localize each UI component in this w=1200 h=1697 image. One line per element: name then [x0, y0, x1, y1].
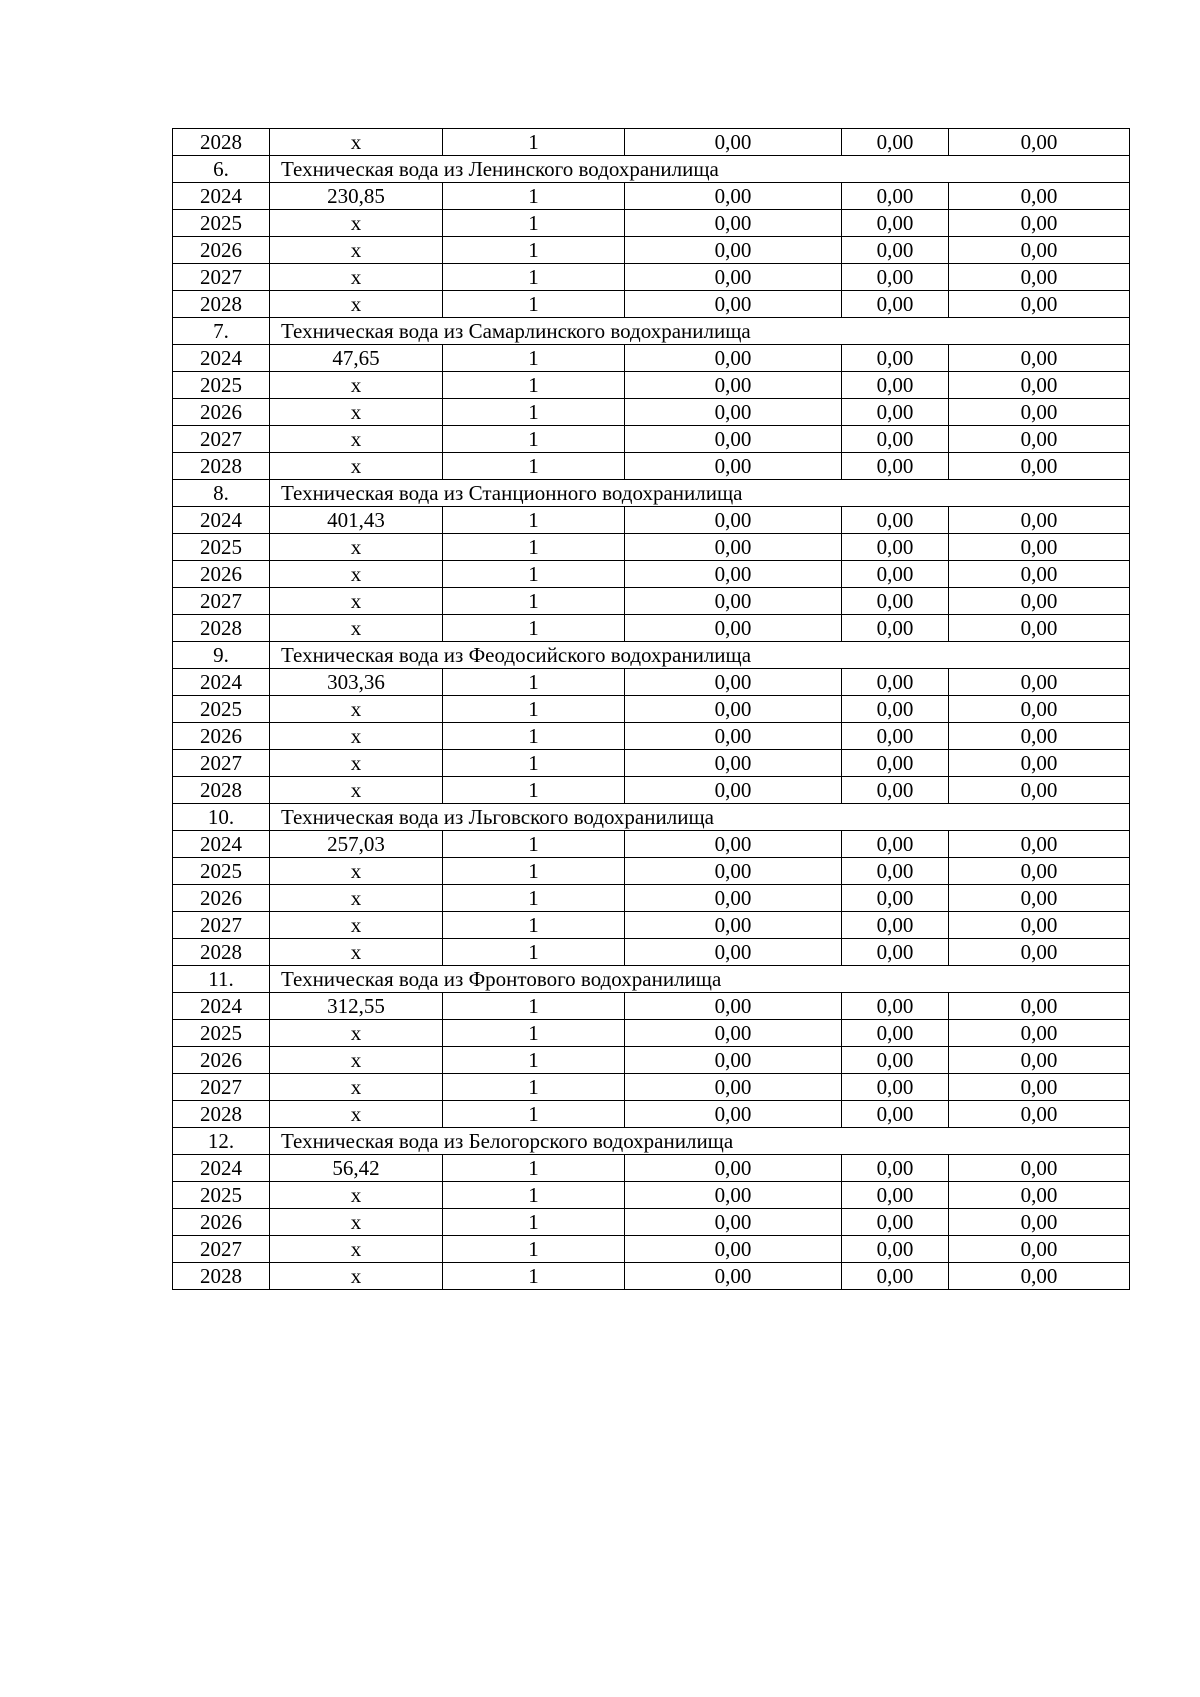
value-cell: х [270, 1209, 443, 1236]
year-cell: 2024 [173, 669, 270, 696]
value-cell: х [270, 858, 443, 885]
value-cell: 312,55 [270, 993, 443, 1020]
amount-cell-3: 0,00 [949, 615, 1130, 642]
coefficient-cell: 1 [443, 291, 625, 318]
amount-cell: 0,00 [625, 615, 842, 642]
year-cell: 2028 [173, 1263, 270, 1290]
amount-cell-2: 0,00 [842, 291, 949, 318]
table-row [173, 885, 1130, 912]
section-row [173, 156, 1130, 183]
amount-cell: 0,00 [625, 507, 842, 534]
table-row [173, 750, 1130, 777]
value-cell: х [270, 939, 443, 966]
amount-cell: 0,00 [625, 237, 842, 264]
amount-cell: 0,00 [625, 264, 842, 291]
amount-cell-2: 0,00 [842, 831, 949, 858]
amount-cell-2: 0,00 [842, 1209, 949, 1236]
year-cell: 2025 [173, 1182, 270, 1209]
section-title: Техническая вода из Самарлинского водохранилища [270, 318, 1130, 345]
amount-cell-2: 0,00 [842, 885, 949, 912]
amount-cell: 0,00 [625, 723, 842, 750]
amount-cell: 0,00 [625, 588, 842, 615]
section-number: 10. [173, 804, 270, 831]
amount-cell: 0,00 [625, 750, 842, 777]
table-row [173, 1155, 1130, 1182]
section-number: 11. [173, 966, 270, 993]
amount-cell: 0,00 [625, 939, 842, 966]
coefficient-cell: 1 [443, 831, 625, 858]
amount-cell-3: 0,00 [949, 237, 1130, 264]
amount-cell-3: 0,00 [949, 777, 1130, 804]
coefficient-cell: 1 [443, 723, 625, 750]
value-cell: 56,42 [270, 1155, 443, 1182]
amount-cell: 0,00 [625, 1155, 842, 1182]
amount-cell-2: 0,00 [842, 858, 949, 885]
amount-cell: 0,00 [625, 912, 842, 939]
table-row [173, 1020, 1130, 1047]
table-row [173, 426, 1130, 453]
value-cell: х [270, 1074, 443, 1101]
amount-cell: 0,00 [625, 1074, 842, 1101]
value-cell: 47,65 [270, 345, 443, 372]
year-cell: 2026 [173, 237, 270, 264]
coefficient-cell: 1 [443, 750, 625, 777]
table-row [173, 1047, 1130, 1074]
coefficient-cell: 1 [443, 696, 625, 723]
value-cell: х [270, 588, 443, 615]
table-row [173, 291, 1130, 318]
table-row [173, 993, 1130, 1020]
year-cell: 2027 [173, 1236, 270, 1263]
amount-cell-3: 0,00 [949, 1263, 1130, 1290]
table-row [173, 669, 1130, 696]
amount-cell: 0,00 [625, 1101, 842, 1128]
table-row [173, 1074, 1130, 1101]
coefficient-cell: 1 [443, 210, 625, 237]
coefficient-cell: 1 [443, 237, 625, 264]
coefficient-cell: 1 [443, 345, 625, 372]
amount-cell-2: 0,00 [842, 372, 949, 399]
amount-cell-3: 0,00 [949, 1209, 1130, 1236]
amount-cell-2: 0,00 [842, 588, 949, 615]
amount-cell: 0,00 [625, 1047, 842, 1074]
coefficient-cell: 1 [443, 534, 625, 561]
coefficient-cell: 1 [443, 129, 625, 156]
year-cell: 2026 [173, 723, 270, 750]
amount-cell-2: 0,00 [842, 1101, 949, 1128]
amount-cell-3: 0,00 [949, 1020, 1130, 1047]
value-cell: х [270, 912, 443, 939]
year-cell: 2024 [173, 183, 270, 210]
year-cell: 2028 [173, 453, 270, 480]
amount-cell: 0,00 [625, 1209, 842, 1236]
section-row [173, 1128, 1130, 1155]
section-title: Техническая вода из Фронтового водохранилища [270, 966, 1130, 993]
amount-cell-3: 0,00 [949, 939, 1130, 966]
coefficient-cell: 1 [443, 399, 625, 426]
coefficient-cell: 1 [443, 777, 625, 804]
table-row [173, 1209, 1130, 1236]
amount-cell: 0,00 [625, 399, 842, 426]
table-row [173, 183, 1130, 210]
amount-cell-3: 0,00 [949, 912, 1130, 939]
coefficient-cell: 1 [443, 453, 625, 480]
amount-cell-2: 0,00 [842, 1074, 949, 1101]
amount-cell-2: 0,00 [842, 453, 949, 480]
amount-cell-3: 0,00 [949, 291, 1130, 318]
amount-cell-3: 0,00 [949, 264, 1130, 291]
coefficient-cell: 1 [443, 939, 625, 966]
section-title: Техническая вода из Белогорского водохранилища [270, 1128, 1130, 1155]
amount-cell-3: 0,00 [949, 993, 1130, 1020]
value-cell: х [270, 777, 443, 804]
year-cell: 2026 [173, 1209, 270, 1236]
section-row [173, 642, 1130, 669]
amount-cell-3: 0,00 [949, 885, 1130, 912]
amount-cell-3: 0,00 [949, 750, 1130, 777]
value-cell: х [270, 1182, 443, 1209]
coefficient-cell: 1 [443, 858, 625, 885]
amount-cell-2: 0,00 [842, 750, 949, 777]
year-cell: 2027 [173, 588, 270, 615]
amount-cell-3: 0,00 [949, 1047, 1130, 1074]
year-cell: 2027 [173, 264, 270, 291]
amount-cell-2: 0,00 [842, 534, 949, 561]
table-row [173, 264, 1130, 291]
section-number: 9. [173, 642, 270, 669]
table-row [173, 858, 1130, 885]
table-row [173, 129, 1130, 156]
amount-cell: 0,00 [625, 993, 842, 1020]
year-cell: 2024 [173, 993, 270, 1020]
tariff-table [172, 128, 1130, 1290]
section-title: Техническая вода из Ленинского водохранилища [270, 156, 1130, 183]
amount-cell: 0,00 [625, 534, 842, 561]
section-row [173, 480, 1130, 507]
table-row [173, 507, 1130, 534]
year-cell: 2025 [173, 696, 270, 723]
amount-cell-2: 0,00 [842, 399, 949, 426]
year-cell: 2025 [173, 372, 270, 399]
year-cell: 2025 [173, 210, 270, 237]
amount-cell-3: 0,00 [949, 561, 1130, 588]
value-cell: 401,43 [270, 507, 443, 534]
coefficient-cell: 1 [443, 669, 625, 696]
value-cell: х [270, 129, 443, 156]
amount-cell-2: 0,00 [842, 615, 949, 642]
year-cell: 2027 [173, 1074, 270, 1101]
amount-cell: 0,00 [625, 345, 842, 372]
amount-cell-2: 0,00 [842, 237, 949, 264]
coefficient-cell: 1 [443, 561, 625, 588]
amount-cell-3: 0,00 [949, 426, 1130, 453]
amount-cell-2: 0,00 [842, 210, 949, 237]
coefficient-cell: 1 [443, 1236, 625, 1263]
amount-cell-3: 0,00 [949, 399, 1130, 426]
value-cell: х [270, 237, 443, 264]
year-cell: 2028 [173, 291, 270, 318]
value-cell: х [270, 696, 443, 723]
coefficient-cell: 1 [443, 1182, 625, 1209]
value-cell: х [270, 1101, 443, 1128]
amount-cell-2: 0,00 [842, 264, 949, 291]
amount-cell-3: 0,00 [949, 210, 1130, 237]
amount-cell-2: 0,00 [842, 939, 949, 966]
amount-cell: 0,00 [625, 453, 842, 480]
table-row [173, 1182, 1130, 1209]
table-row [173, 561, 1130, 588]
amount-cell: 0,00 [625, 1182, 842, 1209]
year-cell: 2027 [173, 750, 270, 777]
year-cell: 2028 [173, 615, 270, 642]
year-cell: 2028 [173, 129, 270, 156]
amount-cell-3: 0,00 [949, 858, 1130, 885]
amount-cell-3: 0,00 [949, 1155, 1130, 1182]
amount-cell-3: 0,00 [949, 1182, 1130, 1209]
value-cell: х [270, 615, 443, 642]
table-row [173, 345, 1130, 372]
year-cell: 2024 [173, 507, 270, 534]
amount-cell-2: 0,00 [842, 183, 949, 210]
amount-cell-2: 0,00 [842, 1263, 949, 1290]
amount-cell-3: 0,00 [949, 831, 1130, 858]
year-cell: 2028 [173, 1101, 270, 1128]
table-row [173, 1101, 1130, 1128]
table-row [173, 588, 1130, 615]
value-cell: х [270, 1236, 443, 1263]
year-cell: 2027 [173, 912, 270, 939]
table-row [173, 372, 1130, 399]
coefficient-cell: 1 [443, 588, 625, 615]
amount-cell: 0,00 [625, 291, 842, 318]
coefficient-cell: 1 [443, 426, 625, 453]
amount-cell-3: 0,00 [949, 723, 1130, 750]
value-cell: 303,36 [270, 669, 443, 696]
coefficient-cell: 1 [443, 264, 625, 291]
table-row [173, 237, 1130, 264]
coefficient-cell: 1 [443, 1047, 625, 1074]
amount-cell: 0,00 [625, 831, 842, 858]
amount-cell-2: 0,00 [842, 696, 949, 723]
coefficient-cell: 1 [443, 1209, 625, 1236]
value-cell: х [270, 210, 443, 237]
table-row [173, 453, 1130, 480]
coefficient-cell: 1 [443, 1263, 625, 1290]
amount-cell-2: 0,00 [842, 912, 949, 939]
amount-cell: 0,00 [625, 426, 842, 453]
coefficient-cell: 1 [443, 993, 625, 1020]
amount-cell: 0,00 [625, 1263, 842, 1290]
year-cell: 2024 [173, 831, 270, 858]
year-cell: 2025 [173, 1020, 270, 1047]
value-cell: х [270, 291, 443, 318]
amount-cell-2: 0,00 [842, 993, 949, 1020]
value-cell: х [270, 372, 443, 399]
year-cell: 2024 [173, 345, 270, 372]
amount-cell: 0,00 [625, 1236, 842, 1263]
amount-cell: 0,00 [625, 1020, 842, 1047]
amount-cell-2: 0,00 [842, 507, 949, 534]
table-row [173, 777, 1130, 804]
value-cell: х [270, 885, 443, 912]
amount-cell-3: 0,00 [949, 588, 1130, 615]
table-row [173, 534, 1130, 561]
amount-cell-3: 0,00 [949, 669, 1130, 696]
amount-cell-2: 0,00 [842, 345, 949, 372]
table-row [173, 1236, 1130, 1263]
amount-cell: 0,00 [625, 696, 842, 723]
amount-cell: 0,00 [625, 372, 842, 399]
value-cell: х [270, 264, 443, 291]
value-cell: х [270, 399, 443, 426]
amount-cell-2: 0,00 [842, 1047, 949, 1074]
year-cell: 2028 [173, 777, 270, 804]
table-row [173, 1263, 1130, 1290]
coefficient-cell: 1 [443, 1020, 625, 1047]
amount-cell: 0,00 [625, 777, 842, 804]
section-title: Техническая вода из Станционного водохранилища [270, 480, 1130, 507]
amount-cell-3: 0,00 [949, 372, 1130, 399]
amount-cell: 0,00 [625, 183, 842, 210]
amount-cell: 0,00 [625, 210, 842, 237]
coefficient-cell: 1 [443, 1101, 625, 1128]
table-row [173, 939, 1130, 966]
year-cell: 2027 [173, 426, 270, 453]
value-cell: х [270, 1020, 443, 1047]
coefficient-cell: 1 [443, 507, 625, 534]
section-number: 8. [173, 480, 270, 507]
section-title: Техническая вода из Льговского водохранилища [270, 804, 1130, 831]
coefficient-cell: 1 [443, 1155, 625, 1182]
table-row [173, 696, 1130, 723]
table-body [173, 129, 1130, 1290]
amount-cell-2: 0,00 [842, 1236, 949, 1263]
value-cell: х [270, 426, 443, 453]
value-cell: х [270, 1047, 443, 1074]
amount-cell-3: 0,00 [949, 534, 1130, 561]
coefficient-cell: 1 [443, 912, 625, 939]
coefficient-cell: 1 [443, 372, 625, 399]
coefficient-cell: 1 [443, 885, 625, 912]
year-cell: 2025 [173, 534, 270, 561]
amount-cell: 0,00 [625, 669, 842, 696]
value-cell: х [270, 723, 443, 750]
amount-cell-2: 0,00 [842, 669, 949, 696]
coefficient-cell: 1 [443, 183, 625, 210]
section-row [173, 804, 1130, 831]
amount-cell: 0,00 [625, 129, 842, 156]
table-row [173, 831, 1130, 858]
value-cell: х [270, 750, 443, 777]
year-cell: 2026 [173, 399, 270, 426]
table-row [173, 912, 1130, 939]
year-cell: 2026 [173, 1047, 270, 1074]
value-cell: 257,03 [270, 831, 443, 858]
amount-cell-3: 0,00 [949, 453, 1130, 480]
table-row [173, 399, 1130, 426]
amount-cell-2: 0,00 [842, 1182, 949, 1209]
section-row [173, 966, 1130, 993]
amount-cell-2: 0,00 [842, 1155, 949, 1182]
amount-cell-3: 0,00 [949, 345, 1130, 372]
value-cell: х [270, 561, 443, 588]
section-number: 7. [173, 318, 270, 345]
amount-cell: 0,00 [625, 885, 842, 912]
amount-cell-3: 0,00 [949, 129, 1130, 156]
value-cell: х [270, 453, 443, 480]
year-cell: 2028 [173, 939, 270, 966]
coefficient-cell: 1 [443, 615, 625, 642]
amount-cell: 0,00 [625, 858, 842, 885]
amount-cell-3: 0,00 [949, 183, 1130, 210]
section-row [173, 318, 1130, 345]
coefficient-cell: 1 [443, 1074, 625, 1101]
section-number: 12. [173, 1128, 270, 1155]
amount-cell-2: 0,00 [842, 561, 949, 588]
amount-cell-2: 0,00 [842, 777, 949, 804]
value-cell: х [270, 534, 443, 561]
table-row [173, 615, 1130, 642]
table-row [173, 723, 1130, 750]
value-cell: х [270, 1263, 443, 1290]
amount-cell-3: 0,00 [949, 1074, 1130, 1101]
section-number: 6. [173, 156, 270, 183]
amount-cell-3: 0,00 [949, 696, 1130, 723]
table-row [173, 210, 1130, 237]
year-cell: 2025 [173, 858, 270, 885]
amount-cell-2: 0,00 [842, 1020, 949, 1047]
year-cell: 2026 [173, 561, 270, 588]
amount-cell-3: 0,00 [949, 1236, 1130, 1263]
amount-cell: 0,00 [625, 561, 842, 588]
amount-cell-2: 0,00 [842, 426, 949, 453]
amount-cell-3: 0,00 [949, 1101, 1130, 1128]
year-cell: 2024 [173, 1155, 270, 1182]
amount-cell-2: 0,00 [842, 129, 949, 156]
amount-cell-2: 0,00 [842, 723, 949, 750]
value-cell: 230,85 [270, 183, 443, 210]
amount-cell-3: 0,00 [949, 507, 1130, 534]
section-title: Техническая вода из Феодосийского водохранилища [270, 642, 1130, 669]
year-cell: 2026 [173, 885, 270, 912]
